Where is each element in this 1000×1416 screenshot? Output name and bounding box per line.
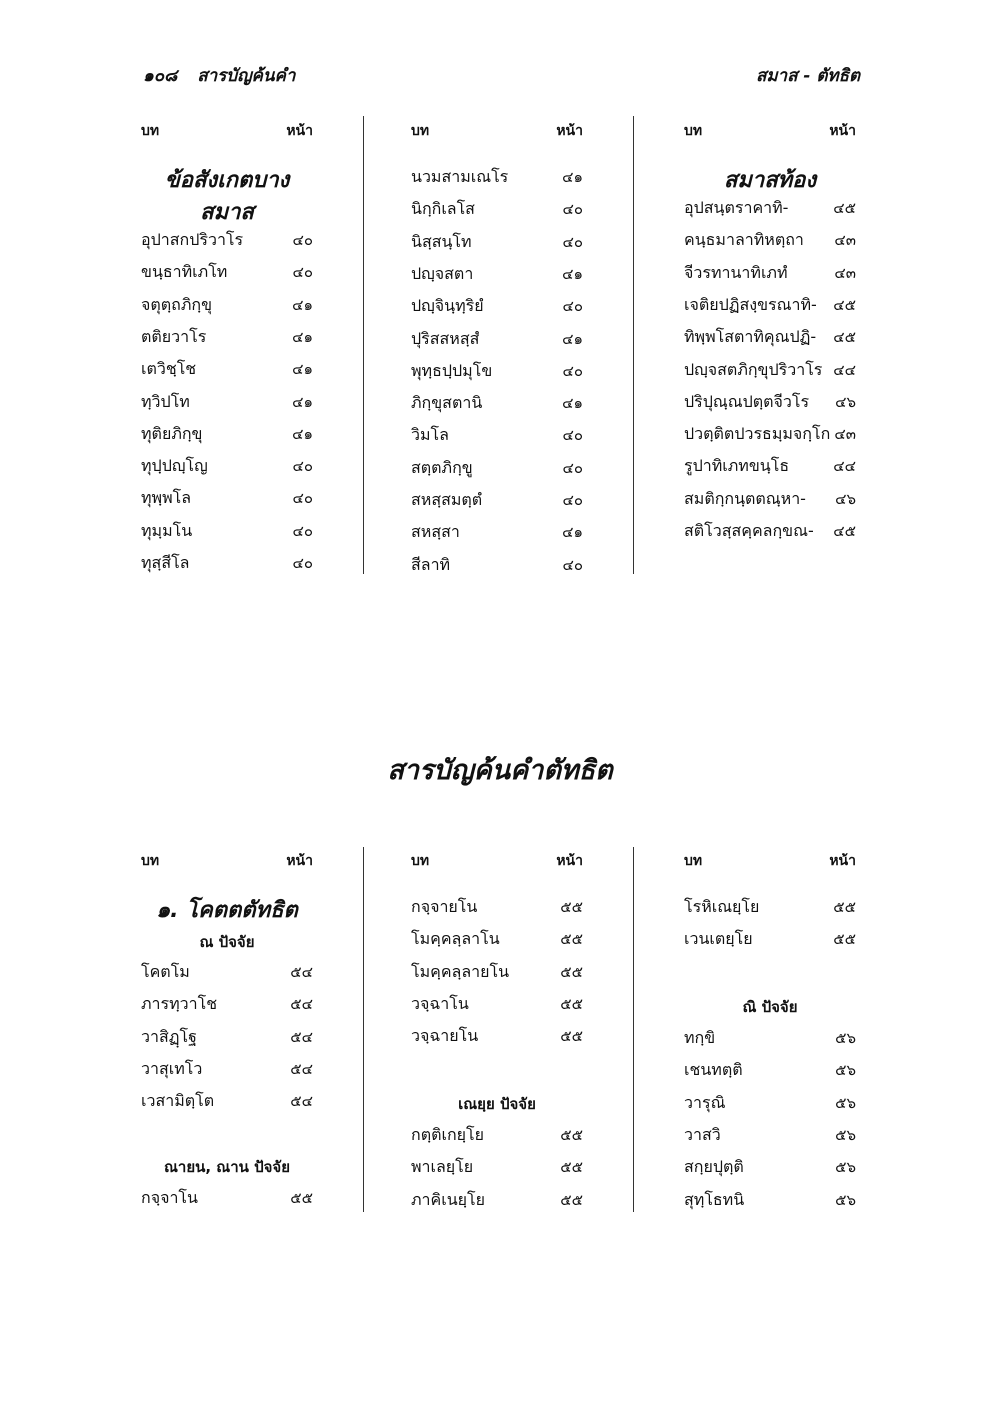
index-entry (684, 519, 856, 547)
section-heading: สมาส (200, 200, 254, 225)
index-entry (684, 390, 856, 418)
entry-term: ทุมฺมโน (141, 520, 193, 540)
index-entry (141, 1089, 313, 1117)
entry-page: ๕๔ (290, 995, 313, 1014)
entry-term: ตติยวาโร (141, 326, 207, 346)
entry-term: โมคฺคลฺลายโน (411, 961, 510, 981)
column-header (141, 850, 313, 874)
index-entry (411, 1155, 583, 1183)
section-heading: ข้อสังเกตบาง (164, 168, 290, 193)
index-entry (411, 391, 583, 419)
index-entry (411, 1123, 583, 1151)
col-label: บท (411, 853, 430, 869)
index-entry (411, 230, 583, 258)
entry-page: ๔๐ (562, 297, 583, 316)
column-header (684, 120, 856, 144)
entry-page: ๔๖ (835, 392, 856, 411)
entry-term: คนฺธมาลาทิหตฺถา (684, 230, 804, 250)
entry-term: ทุสฺสีโล (141, 553, 190, 572)
entry-term: นิสฺสนฺโท (411, 231, 472, 251)
page-label: หน้า (286, 853, 313, 869)
column-header (684, 850, 856, 874)
entry-page: ๔๐ (562, 232, 583, 251)
index-entry (411, 262, 583, 290)
entry-page: ๔๐ (562, 361, 583, 380)
entry-term: กตฺติเกยฺโย (411, 1125, 484, 1144)
index-entry (411, 423, 583, 451)
entry-page: ๔๐ (292, 521, 313, 540)
column-divider (363, 847, 364, 1212)
index-entry (684, 196, 856, 224)
entry-term: วาสุเทโว (141, 1058, 203, 1078)
entry-term: วจฺฉาโน (411, 993, 469, 1013)
column-header (141, 120, 313, 144)
header-right-title: สมาส - ตัทธิต (755, 66, 860, 86)
index-entry (141, 390, 313, 418)
entry-term: วารุณิ (684, 1092, 726, 1112)
entry-page: ๔๐ (292, 263, 313, 282)
entry-term: ทกฺขิ (684, 1028, 716, 1047)
subsection-heading: ณายน, ณาน ปัจจัย (163, 1158, 290, 1176)
entry-term: ภารทฺวาโช (141, 994, 218, 1014)
index-entry (141, 1057, 313, 1085)
index-entry (411, 359, 583, 387)
index-entry (411, 1024, 583, 1052)
index-entry (684, 228, 856, 256)
entry-term: เตวิชฺโช (141, 359, 197, 379)
index-entry (684, 1155, 856, 1183)
entry-page: ๕๖ (835, 1158, 856, 1177)
entry-page: ๔๑ (292, 392, 313, 411)
col-label: บท (141, 123, 160, 139)
subsection-heading: ณ ปัจจัย (199, 933, 255, 951)
entry-term: เชนทตฺติ (684, 1060, 743, 1080)
entry-term: สีลาทิ (411, 554, 451, 574)
index-entry (684, 1026, 856, 1054)
entry-term: เวนเตยฺโย (684, 929, 753, 949)
entry-term: เจติยปฏิสงฺขรณาทิ- (684, 294, 817, 314)
entry-page: ๕๕ (833, 930, 856, 949)
column-divider (633, 116, 634, 574)
index-entry (684, 895, 856, 923)
entry-term: อุปาสกปริวาโร (141, 230, 244, 249)
entry-page: ๕๕ (560, 994, 583, 1013)
index-entry (141, 486, 313, 514)
entry-term: ทุติยภิกฺขุ (141, 423, 203, 443)
entry-page: ๕๕ (290, 1189, 313, 1207)
entry-page: ๔๔ (833, 457, 856, 476)
entry-term: ทิพฺพโสตาทิคุณปฏิ- (684, 327, 817, 347)
column-divider (363, 116, 364, 574)
entry-term: เวสามิตฺโต (141, 1091, 215, 1111)
entry-page: ๔๐ (292, 457, 313, 476)
entry-term: สหสฺสมตฺตํ (411, 490, 483, 509)
entry-page: ๔๑ (562, 394, 583, 413)
index-entry (141, 454, 313, 482)
index-entry (684, 1123, 856, 1151)
entry-term: รูปาทิเภทขนฺโธ (684, 456, 790, 476)
entry-page: ๔๕ (833, 295, 856, 314)
entry-page: ๔๓ (834, 263, 856, 282)
page-label: หน้า (556, 853, 583, 869)
index-entry (411, 992, 583, 1020)
entry-term: สติโวสฺสคฺคลกฺขณ- (684, 521, 814, 540)
entry-term: โมคฺคลฺลาโน (411, 929, 500, 949)
index-entry (411, 895, 583, 923)
entry-term: ปริปุณฺณปตฺตจีวโร (684, 391, 810, 411)
index-entry (684, 1188, 856, 1216)
entry-page: ๕๔ (290, 1092, 313, 1111)
entry-page: ๕๕ (560, 1126, 583, 1144)
index-entry (411, 960, 583, 988)
index-entry (411, 327, 583, 355)
entry-page: ๔๑ (562, 264, 583, 283)
entry-term: ภาคิเนยฺโย (411, 1189, 485, 1209)
entry-page: ๕๔ (290, 1027, 313, 1046)
entry-page: ๕๕ (560, 1027, 583, 1046)
entry-page: ๕๕ (560, 1158, 583, 1177)
index-entry (684, 1091, 856, 1119)
entry-page: ๔๑ (562, 168, 583, 186)
entry-page: ๔๑ (562, 523, 583, 542)
entry-page: ๔๐ (562, 491, 583, 509)
entry-term: พุทฺธปฺปมุโข (411, 360, 493, 380)
entry-term: ปญฺจินฺทฺริยํ (411, 296, 484, 316)
page-number: ๑๐๘ (143, 66, 178, 86)
index-entry (141, 1186, 313, 1214)
index-entry (411, 165, 583, 193)
entry-page: ๔๐ (292, 231, 313, 249)
entry-page: ๔๐ (562, 458, 583, 477)
index-entry (684, 293, 856, 321)
col-label: บท (684, 853, 703, 869)
entry-page: ๕๖ (835, 1125, 856, 1144)
entry-page: ๔๖ (835, 489, 856, 508)
entry-term: ภิกฺขุสตานิ (411, 393, 483, 413)
entry-page: ๔๓ (834, 231, 856, 250)
entry-page: ๔๑ (562, 329, 583, 348)
entry-page: ๔๐ (562, 200, 583, 219)
entry-term: สหสฺสา (411, 522, 460, 542)
entry-page: ๔๓ (834, 425, 856, 444)
entry-term: ปญฺจสตภิกฺขุปริวาโร (684, 359, 823, 379)
index-entry (411, 488, 583, 516)
index-entry (141, 293, 313, 321)
entry-term: วจฺฉายโน (411, 1026, 479, 1046)
entry-page: ๔๑ (292, 360, 313, 379)
entry-page: ๔๑ (292, 295, 313, 314)
entry-term: วาสวิ (684, 1124, 721, 1144)
index-entry (684, 927, 856, 955)
entry-page: ๔๐ (562, 426, 583, 445)
entry-term: ทุปฺปญฺโญ (141, 456, 208, 476)
page-label: หน้า (829, 123, 856, 139)
index-entry (411, 456, 583, 484)
entry-page: ๕๖ (835, 1093, 856, 1112)
entry-term: สมติกฺกนฺตตณฺหา- (684, 488, 806, 508)
index-entry (141, 228, 313, 256)
page-label: หน้า (286, 123, 313, 139)
entry-page: ๔๐ (292, 554, 313, 572)
entry-term: ทฺวิปโท (141, 391, 190, 411)
entry-term: ปญฺจสตา (411, 263, 474, 283)
column-header (411, 850, 583, 874)
header-left-title: สารบัญค้นคำ (197, 66, 296, 86)
index-entry (141, 260, 313, 288)
column-divider (633, 847, 634, 1212)
index-entry (684, 454, 856, 482)
section-title: สารบัญค้นคำตัทธิต (387, 755, 613, 786)
entry-page: ๕๕ (560, 898, 583, 916)
index-entry (411, 553, 583, 581)
entry-page: ๕๔ (290, 1059, 313, 1078)
index-entry (411, 927, 583, 955)
running-header-left (143, 62, 295, 89)
entry-term: จตุตฺถภิกฺขุ (141, 294, 213, 314)
entry-page: ๕๕ (560, 930, 583, 949)
index-entry (411, 1188, 583, 1216)
entry-term: พาเลยฺโย (411, 1157, 474, 1177)
entry-page: ๕๕ (560, 962, 583, 981)
col-label: บท (411, 123, 430, 139)
section-heading: สมาสท้อง (723, 168, 817, 193)
index-entry (684, 261, 856, 289)
entry-term: นวมสามเณโร (411, 167, 509, 186)
entry-term: จีวรทานาทิเภทํ (684, 262, 788, 282)
entry-term: ทุพฺพโล (141, 488, 192, 508)
col-label: บท (684, 123, 703, 139)
entry-page: ๔๕ (833, 522, 856, 540)
index-entry (411, 294, 583, 322)
subsection-heading: ณิ ปัจจัย (742, 998, 798, 1016)
page-label: หน้า (556, 123, 583, 139)
column-header (411, 120, 583, 144)
entry-term: โคตโม (141, 962, 190, 981)
entry-page: ๕๔ (290, 963, 313, 981)
index-entry (141, 992, 313, 1020)
entry-page: ๔๐ (292, 489, 313, 508)
index-entry (684, 422, 856, 450)
entry-page: ๔๑ (292, 424, 313, 443)
entry-term: วาสิฏฺโฐ (141, 1026, 197, 1046)
entry-term: ปวตฺติตปวรธมฺมจกฺโก (684, 424, 831, 444)
index-entry (684, 325, 856, 353)
entry-term: สกฺยปุตฺติ (684, 1157, 744, 1177)
entry-page: ๔๑ (292, 327, 313, 346)
index-entry (411, 520, 583, 548)
entry-term: วิมโล (411, 425, 449, 445)
entry-term: นิกฺกิเลโส (411, 199, 475, 219)
index-entry (141, 519, 313, 547)
entry-page: ๕๖ (835, 1190, 856, 1209)
index-entry (141, 422, 313, 450)
index-entry (684, 1058, 856, 1086)
entry-term: สุทฺโธทนิ (684, 1189, 745, 1209)
entry-page: ๔๔ (833, 360, 856, 379)
col-label: บท (141, 853, 160, 869)
entry-term: โรหิเณยฺโย (684, 897, 760, 916)
entry-term: กจฺจายโน (411, 897, 478, 916)
index-entry (141, 325, 313, 353)
section-heading: ๑. โคตตตัทธิต (156, 898, 298, 923)
index-entry (141, 1025, 313, 1053)
entry-page: ๕๕ (833, 898, 856, 916)
entry-term: อุปสนฺตราคาทิ- (684, 198, 789, 217)
entry-page: ๕๕ (560, 1190, 583, 1209)
entry-page: ๕๖ (835, 1061, 856, 1080)
index-entry (684, 358, 856, 386)
page-label: หน้า (829, 853, 856, 869)
index-entry (141, 960, 313, 988)
entry-term: ขนฺธาทิเภโท (141, 262, 228, 282)
entry-term: สตฺตภิกฺขู (411, 457, 473, 477)
entry-page: ๕๖ (835, 1029, 856, 1047)
entry-page: ๔๕ (833, 328, 856, 347)
index-entry (141, 357, 313, 385)
entry-page: ๔๐ (562, 555, 583, 574)
entry-term: ปุริสสหสฺสํ (411, 328, 480, 348)
entry-page: ๔๕ (833, 199, 856, 217)
subsection-heading: เณยฺย ปัจจัย (458, 1095, 536, 1113)
index-entry (411, 197, 583, 225)
entry-term: กจฺจาโน (141, 1188, 198, 1207)
index-entry (141, 551, 313, 579)
index-entry (684, 487, 856, 515)
